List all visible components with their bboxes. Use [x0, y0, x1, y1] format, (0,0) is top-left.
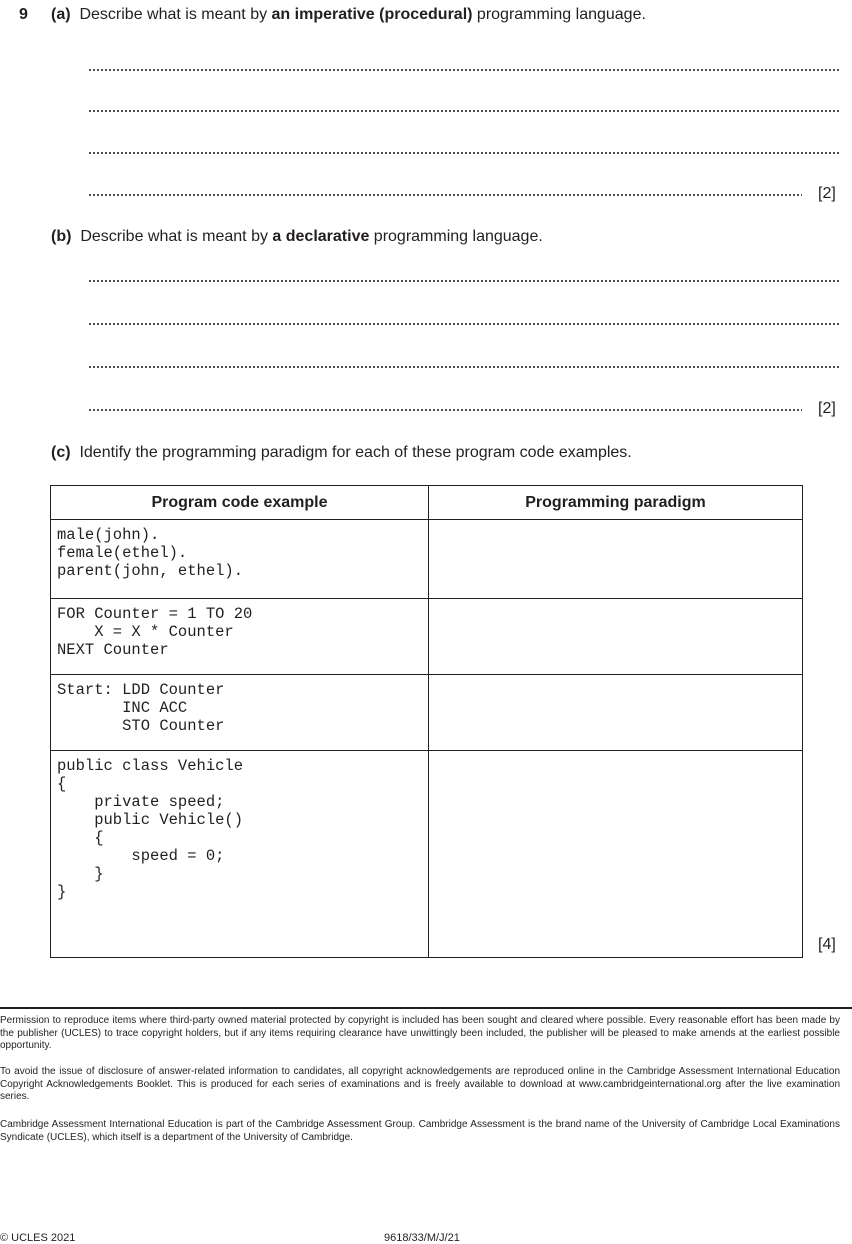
part-a-text-after: programming language.: [472, 6, 646, 23]
table-row: [51, 751, 803, 958]
answer-line-a4[interactable]: [88, 194, 802, 196]
part-a-marks: [2]: [818, 185, 836, 202]
header-paradigm: Programming paradigm: [429, 486, 803, 520]
part-c-prompt: [51, 443, 632, 463]
part-b-text-before: Describe what is meant by: [80, 228, 273, 245]
footer-cambridge-text: Cambridge Assessment International Education is part of the Cambridge Assessment Group. Cambridge Assessment is the brand name of the University of Cambridge Local Examinations Syndicate (UCLES), which itself is a department of the University of Cambridge.: [0, 1119, 840, 1143]
part-c-label: (c): [51, 444, 71, 461]
table-header-row: [51, 486, 803, 520]
part-a-label: (a): [51, 6, 71, 23]
code-cell: [51, 675, 429, 751]
copyright-notice: © UCLES 2021: [0, 1232, 76, 1244]
paper-code: 9618/33/M/J/21: [384, 1232, 460, 1244]
table-row: [51, 520, 803, 599]
question-number: 9: [19, 6, 28, 23]
table-row: [51, 599, 803, 675]
code-example-assembly: Start: LDD Counter INC ACC STO Counter: [57, 681, 225, 735]
code-example-prolog: male(john). female(ethel). parent(john, ethel).: [57, 526, 244, 580]
answer-cell-3[interactable]: [429, 675, 803, 751]
answer-line-a3[interactable]: [88, 152, 840, 154]
answer-line-a2[interactable]: [88, 110, 840, 112]
part-a-text-bold: an imperative (procedural): [271, 6, 473, 23]
part-b-text-after: programming language.: [369, 228, 543, 245]
code-cell: [51, 599, 429, 675]
part-c-marks: [4]: [818, 936, 836, 953]
code-cell: [51, 751, 429, 958]
footer-disclosure-text: To avoid the issue of disclosure of answer-related information to candidates, all copyright acknowledgements are reproduced online in the Cambridge Assessment International Education Copyright Acknowledgements Booklet. This is produced for each series of examinations and is freely available to download at www.cambridgeinternational.org after the live examination series.: [0, 1066, 840, 1102]
answer-line-a1[interactable]: [88, 69, 840, 71]
code-example-loop: FOR Counter = 1 TO 20 X = X * Counter NEXT Counter: [57, 605, 253, 659]
answer-cell-1[interactable]: [429, 520, 803, 599]
answer-line-b2[interactable]: [88, 323, 840, 325]
answer-line-b4[interactable]: [88, 409, 802, 411]
part-b-prompt: [51, 227, 543, 247]
part-b-label: (b): [51, 228, 72, 245]
table-row: [51, 675, 803, 751]
part-a-prompt: [51, 5, 646, 25]
part-c-text: Identify the programming paradigm for each of these program code examples.: [79, 444, 632, 461]
header-code-example: Program code example: [51, 486, 429, 520]
part-a-text-before: Describe what is meant by: [79, 6, 272, 23]
code-cell: [51, 520, 429, 599]
answer-line-b1[interactable]: [88, 280, 840, 282]
part-b-marks: [2]: [818, 400, 836, 417]
footer-permission-text: Permission to reproduce items where third-party owned material protected by copyright is included has been sought and cleared where possible. Every reasonable effort has been made by the publisher (UCLES) to trace copyright holders, but if any items requiring clearance have unwittingly been included, the publisher will be pleased to make amends at the earliest possible opportunity.: [0, 1015, 840, 1051]
answer-cell-2[interactable]: [429, 599, 803, 675]
answer-line-b3[interactable]: [88, 366, 840, 368]
part-b-text-bold: a declarative: [272, 228, 370, 245]
answer-cell-4[interactable]: [429, 751, 803, 958]
code-example-class: public class Vehicle { private speed; public Vehicle() { speed = 0; } }: [57, 757, 244, 901]
paradigm-table: [50, 485, 803, 958]
footer-divider: [0, 1007, 852, 1009]
question-line-a: [19, 5, 28, 25]
